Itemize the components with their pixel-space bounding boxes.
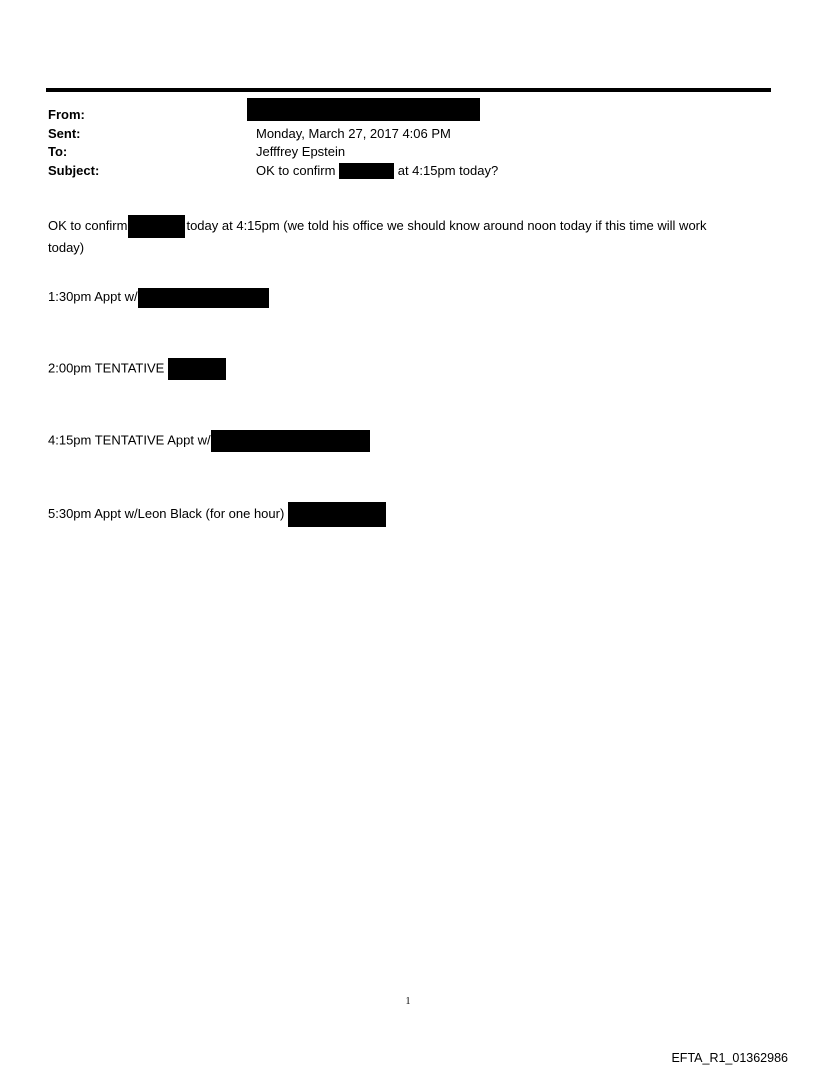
appointment-2-text: 2:00pm TENTATIVE	[48, 360, 165, 376]
appointment-3-text: 4:15pm TENTATIVE Appt w/	[48, 432, 211, 448]
subject-label: Subject:	[48, 162, 100, 178]
redaction-box	[128, 215, 185, 238]
from-label: From:	[48, 107, 85, 122]
appointment-3	[48, 430, 370, 452]
redaction-box	[138, 288, 269, 308]
appointment-1-text: 1:30pm Appt w/	[48, 289, 138, 304]
redaction-box	[247, 98, 480, 121]
to-label: To:	[48, 144, 68, 159]
to-value: Jefffrey Epstein	[256, 144, 346, 159]
intro-prefix: OK to confirm	[48, 217, 128, 233]
bates-number: EFTA_R1_01362986	[671, 1051, 788, 1065]
redaction-box	[211, 430, 370, 452]
appointment-4	[48, 502, 386, 527]
sent-value: Monday, March 27, 2017 4:06 PM	[256, 125, 451, 141]
redaction-box	[288, 502, 386, 527]
subject-suffix: at 4:15pm today?	[397, 162, 499, 178]
page-number: 1	[405, 996, 411, 1007]
header-divider	[46, 88, 771, 92]
redaction-box	[168, 358, 226, 380]
subject-prefix: OK to confirm	[256, 162, 336, 178]
appointment-1	[48, 287, 269, 308]
redaction-box	[339, 163, 394, 179]
intro-paragraph	[48, 215, 758, 257]
sent-label: Sent:	[48, 125, 81, 141]
appointment-2	[48, 358, 226, 380]
intro-line2: today)	[48, 240, 85, 255]
email-header	[48, 106, 498, 180]
intro-line1: today at 4:15pm (we told his office we should know around noon today if this time will work	[186, 217, 707, 233]
from-value	[256, 106, 498, 125]
appointment-4-text: 5:30pm Appt w/Leon Black (for one hour)	[48, 505, 285, 521]
subject-value	[256, 162, 498, 181]
